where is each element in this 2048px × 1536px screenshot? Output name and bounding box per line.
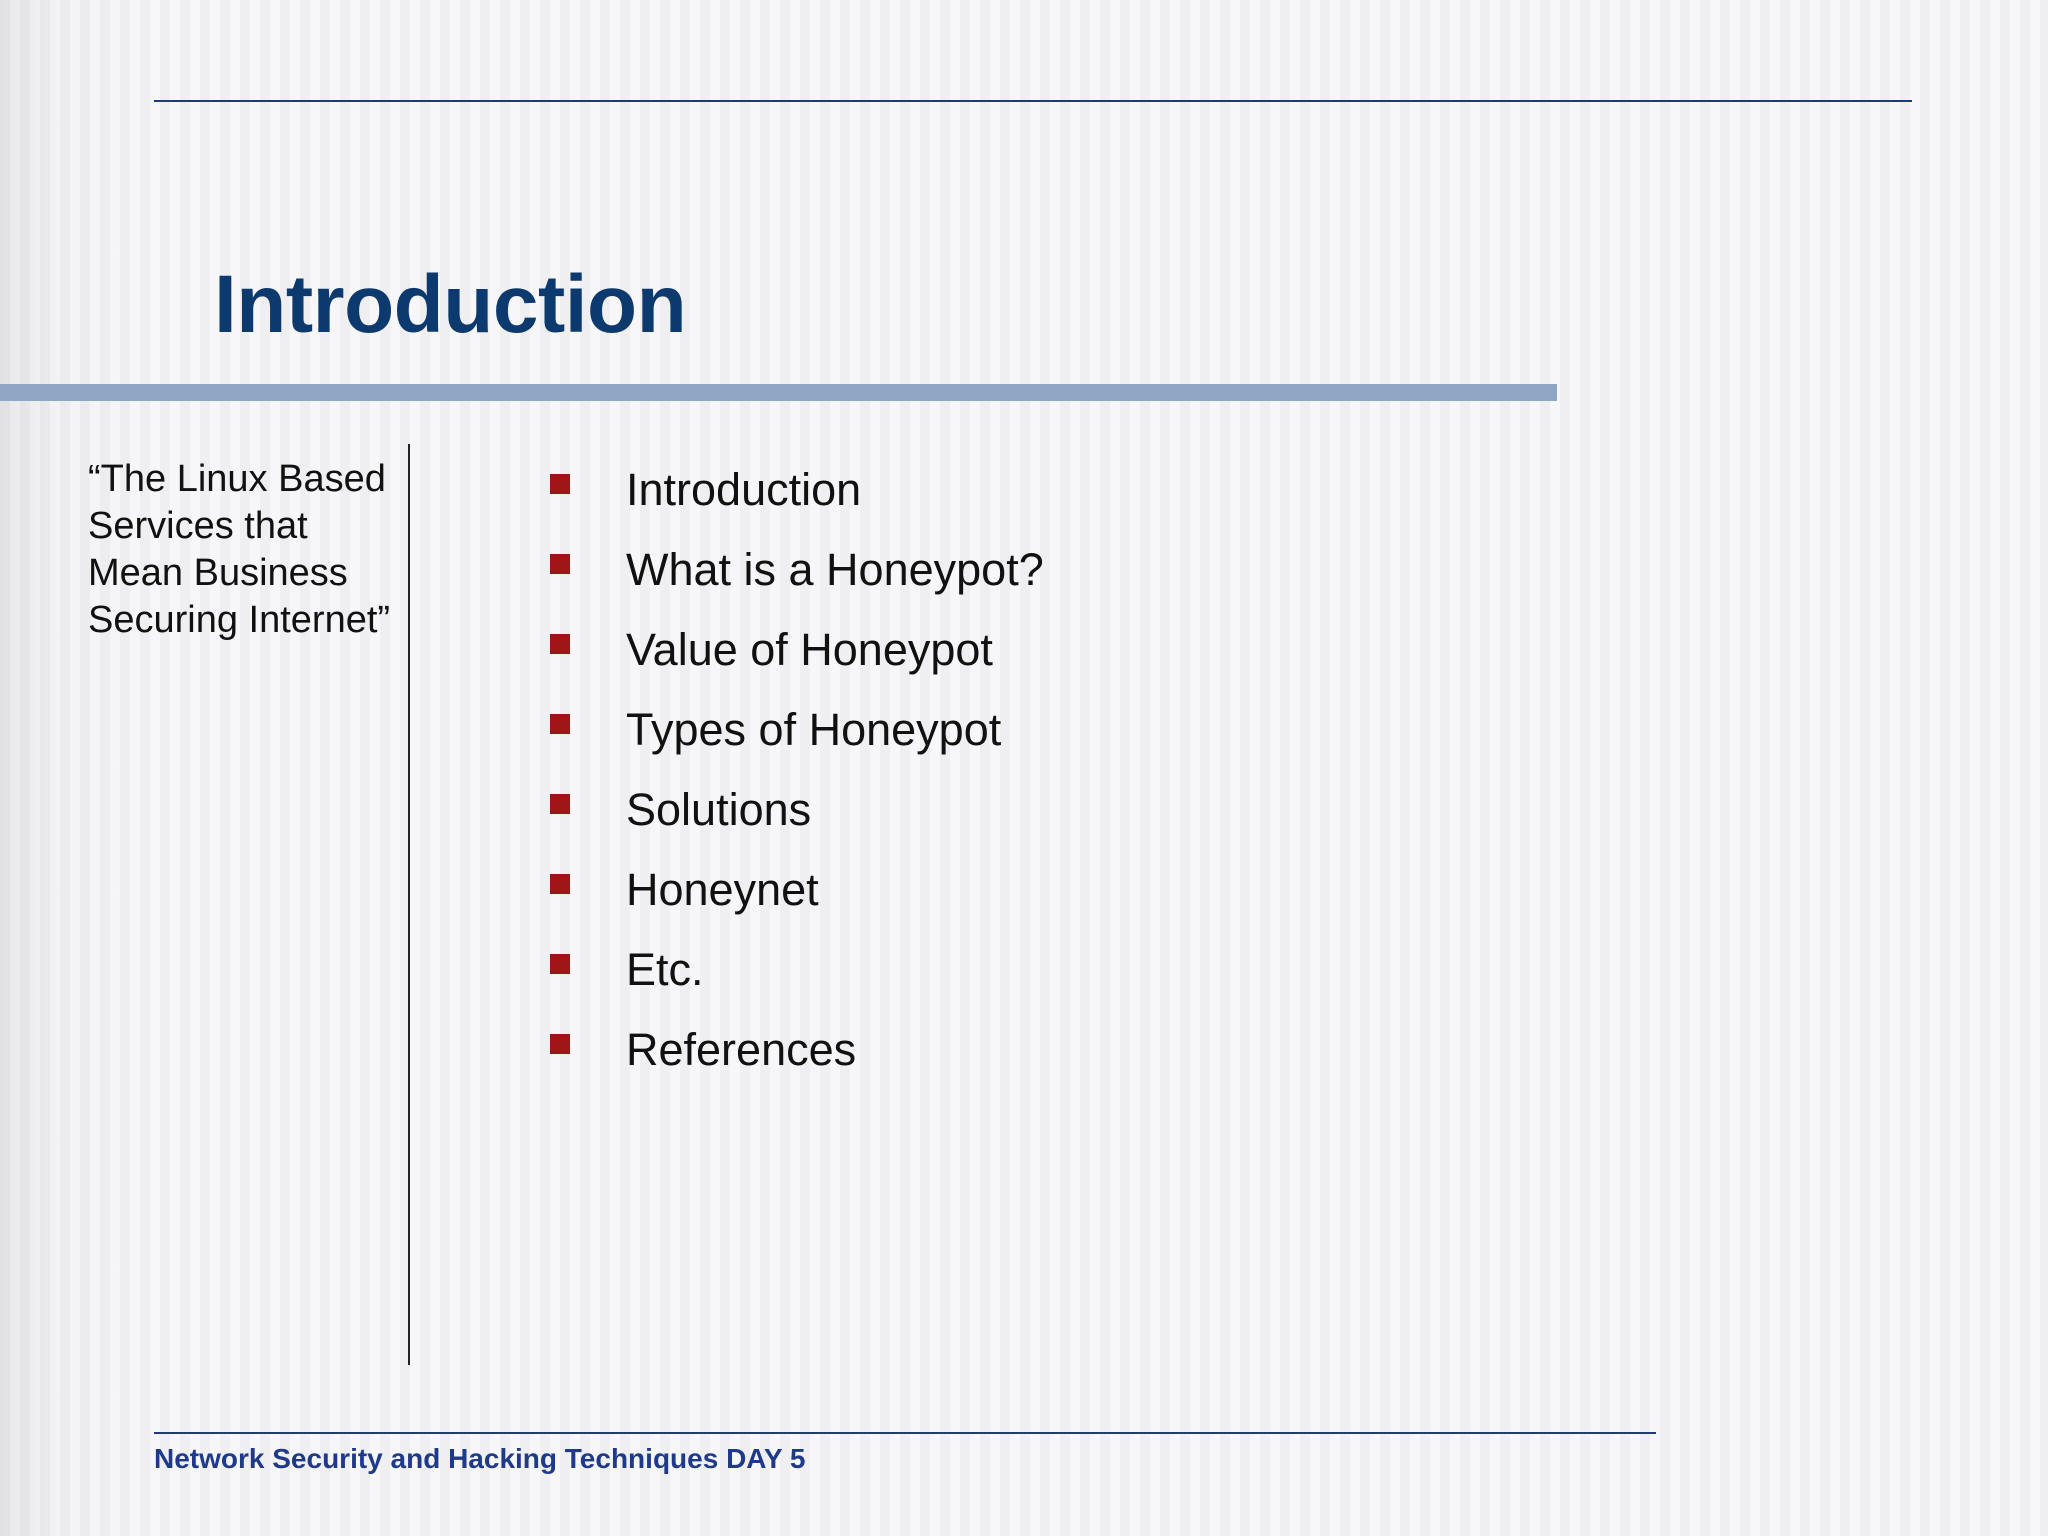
square-bullet-icon (550, 554, 570, 574)
agenda-item (550, 610, 1044, 690)
square-bullet-icon (550, 874, 570, 894)
agenda-list (550, 450, 1044, 1090)
agenda-item-label: Honeynet (626, 864, 819, 915)
agenda-item (550, 770, 1044, 850)
agenda-item-label: Etc. (626, 944, 704, 995)
square-bullet-icon (550, 714, 570, 734)
agenda-item (550, 850, 1044, 930)
vertical-divider (408, 444, 410, 1365)
agenda-item-label: Value of Honeypot (626, 624, 993, 675)
agenda-item (550, 690, 1044, 770)
square-bullet-icon (550, 474, 570, 494)
slide-quote: “The Linux Based Services that Mean Business Securing Internet” (88, 458, 391, 641)
title-underline-bar (0, 384, 1557, 401)
agenda-item (550, 450, 1044, 530)
top-rule (154, 100, 1912, 102)
agenda-item (550, 530, 1044, 610)
agenda-item-label: References (626, 1024, 857, 1075)
square-bullet-icon (550, 634, 570, 654)
footer-text: Network Security and Hacking Techniques DAY 5 (154, 1443, 806, 1474)
agenda-item-label: What is a Honeypot? (626, 544, 1044, 595)
agenda-item (550, 1010, 1044, 1090)
square-bullet-icon (550, 954, 570, 974)
slide-title: Introduction (214, 259, 687, 350)
square-bullet-icon (550, 794, 570, 814)
agenda-item-label: Introduction (626, 464, 862, 515)
square-bullet-icon (550, 1034, 570, 1054)
agenda-item (550, 930, 1044, 1010)
agenda-item-label: Types of Honeypot (626, 704, 1002, 755)
agenda-item-label: Solutions (626, 784, 812, 835)
footer-rule (154, 1432, 1656, 1434)
